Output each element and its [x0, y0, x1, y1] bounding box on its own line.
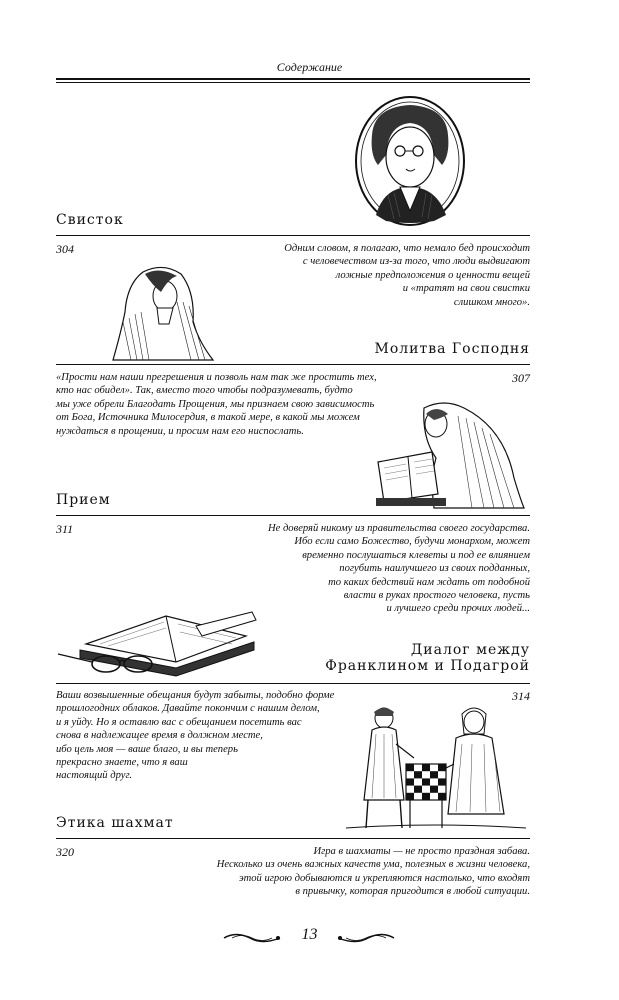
page-number: 304: [56, 242, 74, 256]
page-number: 320: [56, 845, 74, 859]
quote-line: Одним словом, я полагаю, что немало бед происходит: [284, 243, 530, 254]
quote-line: прошлогодних облаков. Давайте покончим с нашим делом,: [56, 703, 320, 715]
entry-quote-dialogue: [56, 689, 356, 783]
engraved-portrait-icon: [354, 95, 466, 227]
quote-line: погубить наилучшего из своих подданных,: [339, 563, 530, 575]
quote-line: нуждаться в прощении, и просим нам его ниспослать.: [56, 425, 304, 437]
entry-title-lords-prayer: Молитва Господня: [374, 341, 530, 357]
entry-title-reception: Прием: [56, 492, 111, 508]
reading-scribe-icon: [374, 398, 526, 510]
title-line: Франклином и Подагрой: [325, 658, 530, 674]
page-number-folio: 13: [301, 926, 318, 943]
page-number: 311: [56, 522, 74, 536]
quote-line: и я уйду. Но я оставлю вас с обещанием посетить вас: [56, 716, 302, 728]
quote-line: снова в надлежащее время в должном месте,: [56, 730, 263, 742]
header-rule-thin: [56, 82, 530, 83]
entry-quote-lords-prayer: [56, 371, 386, 438]
entry-rule: [56, 515, 530, 516]
quote-line: этой игрою добываются и укрепляются настолько, что входят: [239, 872, 530, 884]
quote-line: в привычку, которая пригодится в любой ситуации.: [295, 886, 530, 898]
quote-line: Не доверяй никому из правительства своего государства.: [267, 523, 530, 534]
entry-rule: [56, 683, 530, 684]
quote-line: Игра в шахматы — не просто праздная забава.: [313, 846, 530, 857]
page-ornament-icon: [336, 930, 396, 949]
quote-line: и «тратят на свои свистки: [402, 283, 530, 295]
praying-figure-icon: [103, 262, 218, 362]
quote-line: кто нас обидел». Так, вместо того чтобы подразумевать, будто: [56, 385, 353, 397]
entry-title-chess-ethics: Этика шахмат: [56, 815, 174, 831]
quote-line: власти в руках простого человека, пусть: [343, 590, 530, 602]
entry-quote-chess-ethics: [200, 845, 530, 899]
quote-line: с человечеством из-за того, что люди выдвигают: [302, 256, 530, 268]
entry-title-dialogue: [300, 642, 530, 674]
quote-line: мы уже обрели Благодать Прощения, мы признаем свою зависимость: [56, 398, 375, 410]
quote-line: «Прости нам наши прегрешения и позволь нам так же простить тех,: [56, 372, 377, 383]
title-line: Диалог между: [410, 642, 530, 658]
quote-line: от Бога, Источника Милосердия, в такой мере, в какой мы можем: [56, 412, 360, 424]
quote-line: прекрасно знаете, что я ваш: [56, 757, 188, 769]
page-number: 307: [512, 371, 530, 385]
quote-line: временно послушаться клеветы и под ее влиянием: [302, 549, 530, 561]
page-number: 314: [512, 689, 530, 703]
quote-line: ложные предположения о ценности вещей: [335, 269, 530, 281]
quote-line: Несколько из очень важных качеств ума, полезных в жизни человека,: [216, 859, 530, 871]
quote-line: Ибо если само Божество, будучи монархом, может: [294, 536, 530, 548]
chess-players-icon: [344, 704, 528, 834]
running-head: Содержание: [276, 60, 343, 74]
entry-rule: [56, 838, 530, 839]
quote-line: Ваши возвышенные обещания будут забыты, подобно форме: [56, 690, 335, 701]
entry-quote-whistle: [230, 242, 530, 309]
quote-line: настоящий друг.: [56, 770, 133, 782]
entry-title-whistle: Свисток: [56, 212, 124, 228]
entry-quote-reception: [230, 522, 530, 616]
books-spectacles-icon: [56, 606, 258, 678]
entry-rule: [56, 235, 530, 236]
quote-line: то каких бедствий нам ждать от подобной: [328, 576, 530, 588]
header-rule: [56, 78, 530, 80]
quote-line: ибо цель моя — ваше благо, и вы теперь: [56, 743, 238, 755]
entry-rule: [56, 364, 530, 365]
quote-line: слишком много».: [453, 296, 530, 308]
quote-line: и лучшего среди прочих людей...: [386, 603, 530, 615]
